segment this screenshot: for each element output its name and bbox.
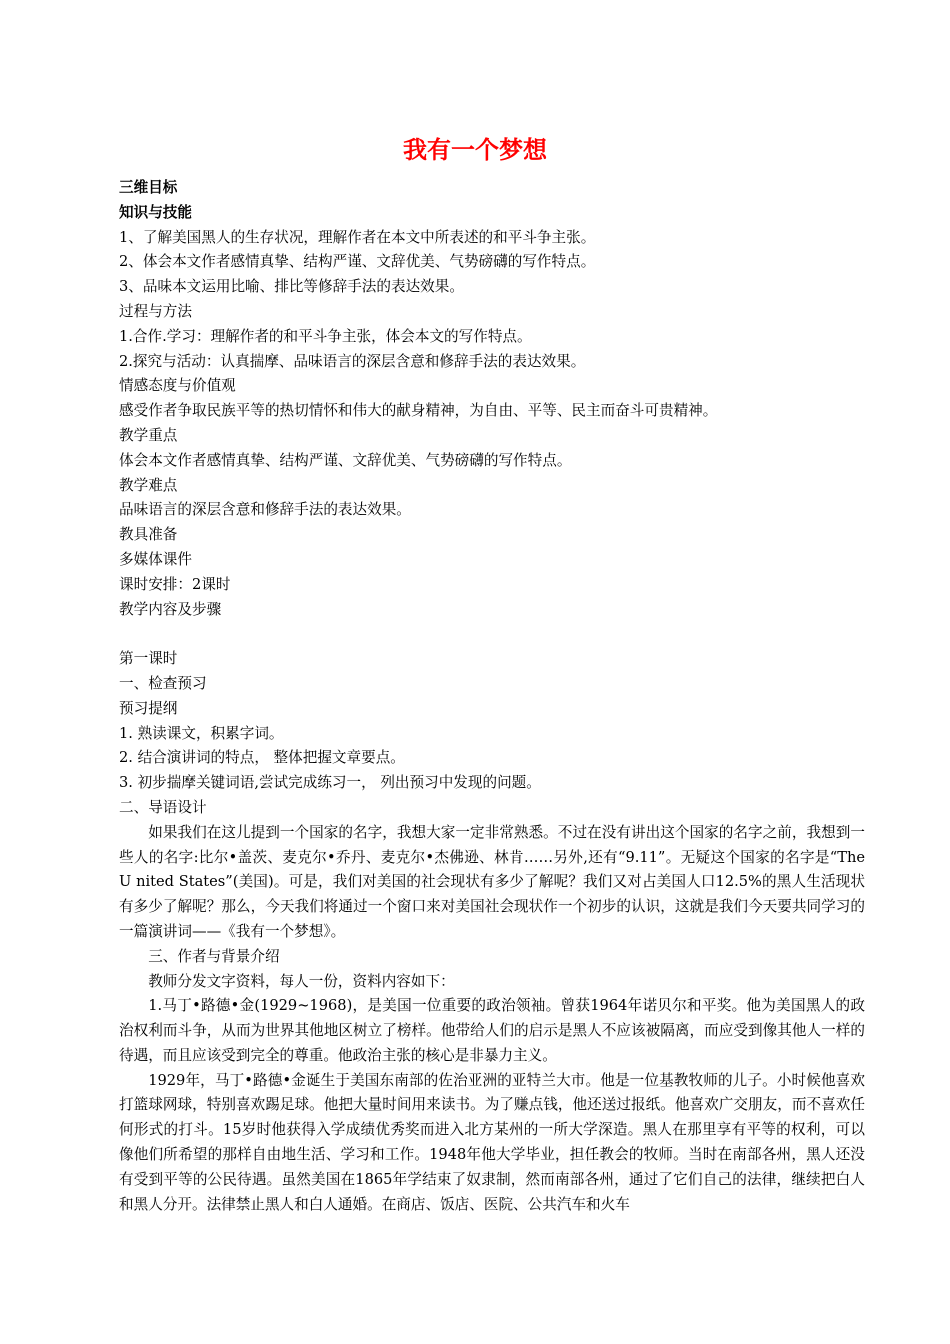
section-label: 教具准备 xyxy=(119,526,178,544)
text-line: 2. 结合演讲词的特点， 整体把握文章要点。 xyxy=(119,749,405,767)
text-line: 3、品味本文运用比喻、排比等修辞手法的表达效果。 xyxy=(119,278,464,296)
section-label: 预习提纲 xyxy=(119,699,178,717)
section-label: 情感态度与价值观 xyxy=(119,377,236,395)
section-label: 二、导语设计 xyxy=(119,798,207,816)
heading-knowledge-skills: 知识与技能 xyxy=(119,203,192,221)
text-line: 3. 初步揣摩关键词语,尝试完成练习一， 列出预习中发现的问题。 xyxy=(119,774,541,792)
text-line: 品味语言的深层含意和修辞手法的表达效果。 xyxy=(119,501,411,519)
text-paragraph: 教师分发文字资料，每人一份，资料内容如下： xyxy=(148,972,455,990)
section-label: 教学重点 xyxy=(119,426,178,444)
section-label: 第一课时 xyxy=(119,650,178,668)
document-title: 我有一个梦想 xyxy=(403,136,547,164)
section-label: 过程与方法 xyxy=(119,302,192,320)
text-line: 1、了解美国黑人的生存状况，理解作者在本文中所表述的和平斗争主张。 xyxy=(119,228,596,246)
text-line: 2、体会本文作者感情真挚、结构严谨、文辞优美、气势磅礴的写作特点。 xyxy=(119,253,596,271)
text-line: 2.探究与活动：认真揣摩、品味语言的深层含意和修辞手法的表达效果。 xyxy=(119,352,586,370)
section-label: 教学内容及步骤 xyxy=(119,600,222,618)
heading-three-goals: 三维目标 xyxy=(119,179,178,196)
bio-paragraph: 1.马丁•路德•金(1929~1968)，是美国一位重要的政治领袖。曾获1964年诺贝尔和平奖。他为美国黑人的政治权利而斗争，从而为世界其他地区树立了榜样。他带给人们的启示是黑人不应该被隔离，而应受到像其他人一样的待遇，而且应该受到完全的尊重。他政治主张的核心是非暴力主义。 xyxy=(119,997,865,1064)
section-label: 三、作者与背景介绍 xyxy=(148,947,280,965)
text-line: 体会本文作者感情真挚、结构严谨、文辞优美、气势磅礴的写作特点。 xyxy=(119,451,572,469)
intro-paragraph: 如果我们在这儿提到一个国家的名字，我想大家一定非常熟悉。不过在没有讲出这个国家的名字之前，我想到一些人的名字:比尔•盖茨、麦克尔•乔丹、麦克尔•杰佛逊、林肯……另外,还有“9.11”。无疑这个国家的名字是“The U nited States”(美国)。可是，我们对美国的社会现状有多少了解呢？我们又对占美国人口12.5%的黑人生活现状有多少了解呢？那么，今天我们将通过一个窗口来对美国社会现状作一个初步的认识，这就是我们今天要共同学习的一篇演讲词——《我有一个梦想》。 xyxy=(119,823,865,940)
text-line: 多媒体课件 xyxy=(119,550,192,568)
text-line: 感受作者争取民族平等的热切情怀和伟大的献身精神，为自由、平等、民主而奋斗可贵精神。 xyxy=(119,402,718,420)
blank-line xyxy=(119,622,865,647)
document-body xyxy=(119,176,865,1217)
text-line: 课时安排：2课时 xyxy=(119,575,231,593)
section-label: 教学难点 xyxy=(119,476,178,494)
section-label: 一、检查预习 xyxy=(119,674,207,692)
text-line: 1. 熟读课文，积累字词。 xyxy=(119,724,284,742)
bio-paragraph: 1929年，马丁•路德•金诞生于美国东南部的佐治亚洲的亚特兰大市。他是一位基教牧师的儿子。小时候他喜欢打篮球网球，特别喜欢踢足球。他把大量时间用来读书。为了赚点钱，他还送过报纸。他喜欢广交朋友，而不喜欢任何形式的打斗。15岁时他获得入学成绩优秀奖而进入北方某州的一所大学深造。黑人在那里享有平等的权利，可以像他们所希望的那样自由地生活、学习和工作。1948年他大学毕业，担任教会的牧师。当时在南部各州，黑人还没有受到平等的公民待遇。虽然美国在1865年学结束了奴隶制，然而南部各州，通过了它们自己的法律，继续把白人和黑人分开。法律禁止黑人和白人通婚。在商店、饭店、医院、公共汽车和火车 xyxy=(119,1071,865,1213)
text-line: 1.合作.学习：理解作者的和平斗争主张，体会本文的写作特点。 xyxy=(119,327,532,345)
